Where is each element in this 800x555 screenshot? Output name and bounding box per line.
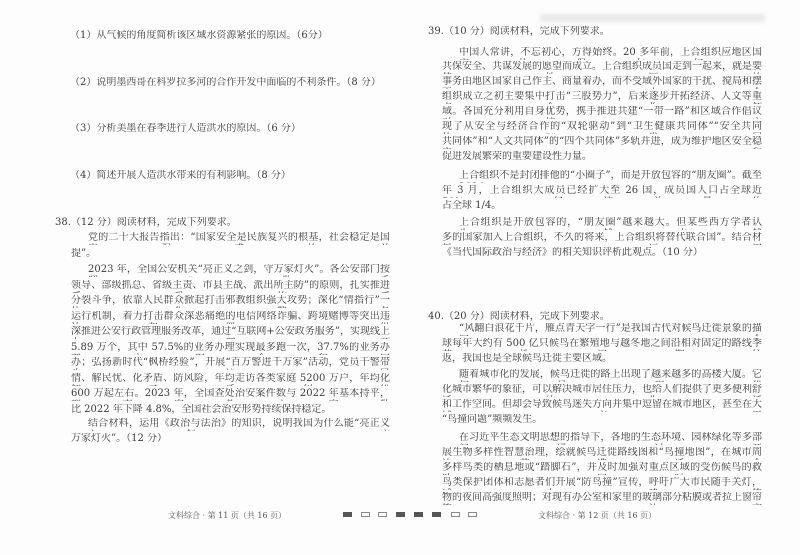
q40-text-line: “风翻白浪花千片，雁点青天字一行”是我国古代对候鸟迁徙景象的描 xyxy=(459,323,762,334)
q39-text-line: 域。各国充分利用自身优势，携手推进共建“一带一路”和区域合作倡议 xyxy=(442,106,762,117)
q40-text-line: 和工作空间。但却会导致候鸟迷失方向并集中逗留在城市地区，甚至在大 xyxy=(442,399,762,410)
q38-text-line: 办；弘扬新时代“枫桥经验”，开展“百万警进千万家”活动，党员干警带 xyxy=(71,357,390,368)
q39-prompt-line: 上合组织是开放包容的，“朋友圈”越来越大。但某些西方学者认 xyxy=(459,217,762,228)
q40-text-line: 展生物多样性智慧治理，绘就候鸟迁徙路线图和“鸟撞地图”，在城市周 xyxy=(442,447,762,458)
q38-text-line: 情、解民忧、化矛盾、防风险，年均走访各类家庭 5200 万户，年均化 xyxy=(71,373,390,384)
filled-mark-icon xyxy=(396,512,405,517)
q40-text-line: 鸟类保护团体和志愿者们开展“防鸟撞”宣传，呼吁广大市民随手关灯， xyxy=(442,477,762,488)
q40-text-line: “鸟撞问题”频频发生。 xyxy=(442,414,543,425)
q40-text-line: 球每年大约有 500 亿只候鸟在繁殖地与越冬地之间沿相对固定的路线季 xyxy=(442,338,762,349)
q39-prompt-line: 多的国家加入上合组织，不久的将来，上合组织将替代联合国”。结合材 xyxy=(442,232,762,243)
q38-text-line: 600 万起左右。2023 年，全国查处治安案件数与 2022 年基本持平， xyxy=(71,388,390,399)
q39-text-line: 组织成立之初主要集中打击“三股势力”，后来逐步开拓经济、人文等重 xyxy=(442,91,762,102)
q38-prompt-line: 万家灯火”。（12 分） xyxy=(71,433,168,444)
filled-mark-icon xyxy=(343,512,352,517)
q38-text-line: 5.89 万个，其中 57.5%的业务办理实现最多跑一次，37.7%的业务办 xyxy=(71,342,390,353)
filled-mark-icon xyxy=(432,512,441,517)
q40-text-line: 物的夜间高强度照明；对现有办公室和家里的玻璃部分粘膜或者拉上窗帘 xyxy=(442,492,762,503)
filled-mark-icon xyxy=(414,512,423,517)
q40-text-line: 化城市繁华的象征，可以解决城市居住压力，也给人们提供了更多便利舒 xyxy=(442,384,762,395)
footer-page-12: 文科综合 · 第 12 页（共 16 页） xyxy=(538,511,657,520)
q39-text-line: 促进发展繁荣的重要建设性力量。 xyxy=(442,151,592,162)
question-39-header: 39.（10 分）阅读材料，完成下列要求。 xyxy=(428,26,610,37)
question-38-header: 38.（12 分）阅读材料，完成下列要求。 xyxy=(55,217,237,228)
q39-text-line: 事务由地区国家自己作主、商量着办，而不受域外国家的干扰、搅局和摆 xyxy=(442,76,762,87)
q39-text-line: 上合组织不是封闭排他的“小圈子”，而是开放包容的“朋友圈”。截至 xyxy=(459,170,762,181)
q40-text-line: 在习近平生态文明思想的指导下，各地的生态环境、园林绿化等多部 xyxy=(459,432,762,443)
empty-mark-icon xyxy=(378,512,387,517)
q38-text-line: 党的二十大报告指出：“国家安全是民族复兴的根基，社会稳定是国 xyxy=(88,232,390,243)
q40-text-line: 返，我国也是全球候鸟迁徙主要区域。 xyxy=(442,353,612,364)
question-40-header: 40.（20 分）阅读材料，完成下列要求。 xyxy=(428,311,610,322)
q39-text-line: 共同体”和“人文共同体”的“四个共同体”多轨并进，成为维护地区安全稳 xyxy=(442,136,762,147)
q39-text-line: 占全球 1/4。 xyxy=(442,200,502,211)
empty-mark-icon xyxy=(468,512,477,517)
empty-mark-icon xyxy=(361,512,370,517)
sub-question-1: （1）从气候的角度简析该区域水资源紧张的原因。（6分） xyxy=(70,30,328,41)
q38-text-line: 分裂斗争，依靠人民群众掀起打击邪教组织强大攻势；深化“情指行”一 xyxy=(71,295,390,306)
empty-mark-icon xyxy=(451,512,460,517)
q38-text-line: 提”。 xyxy=(71,248,97,259)
q39-text-line: 年 3 月，上合组织大成员已经扩大至 26 国，成员国人口占全球近 xyxy=(442,185,762,196)
sub-question-4: （4）简述开展人造洪水带来的有利影响。（8 分） xyxy=(70,170,291,181)
sub-question-2: （2）说明墨西哥在科罗拉多河的合作开发中面临的不利条件。（8 分） xyxy=(70,77,381,88)
q39-text-line: 中国人常讲，不忘初心，方得始终。20 多年前，上合组织应地区国 xyxy=(459,47,762,58)
q38-text-line: 比 2022 年下降 4.8%，全国社会治安形势持续保持稳定。 xyxy=(71,404,332,415)
q40-text-line: 多样鸟类的栖息地或“踏脚石”，并及时加强对重点区域的受伤候鸟的救 xyxy=(442,462,762,473)
q38-text-line: 领导、部级抓总、省级主责、市县主战、派出所主防”的原则，扎实推进 xyxy=(71,280,390,291)
q40-text-line: 随着城市化的发展，候鸟迁徙的路上出现了越来越多的高楼大厦。它 xyxy=(459,369,762,380)
q39-text-line: 现了从安全与经济合作的“双轮驱动”到“卫生健康共同体”“安全共同 xyxy=(442,121,762,132)
q38-text-line: 2023 年，全国公安机关“亮正义之剑，守万家灯火”。各公安部门按 xyxy=(88,264,390,275)
q38-text-line: 运行机制，着力打击群众深恶痛绝的电信网络诈骗、跨境赌博等突出违 xyxy=(71,311,390,322)
sub-question-3: （3）分析美墨在春季进行人造洪水的原因。（6 分） xyxy=(70,123,301,134)
q39-text-line: 共保安全、共谋发展的愿望而成立。上合组织成员国走到一起来，就是要 xyxy=(442,61,762,72)
q38-prompt-line: 结合材料，运用《政治与法治》的知识，说明我国为什么能“亮正义 xyxy=(88,418,390,429)
footer-page-11: 文科综合 · 第 11 页（共 16 页） xyxy=(168,511,287,520)
scan-smudge xyxy=(540,14,765,22)
q39-prompt-line: 《当代国际政治与经济》的相关知识评析此观点。（10 分） xyxy=(442,247,703,258)
q38-text-line: 深推进公安行政管理服务改革，通过“互联网+公安政务服务”，实现线上 xyxy=(71,326,390,337)
